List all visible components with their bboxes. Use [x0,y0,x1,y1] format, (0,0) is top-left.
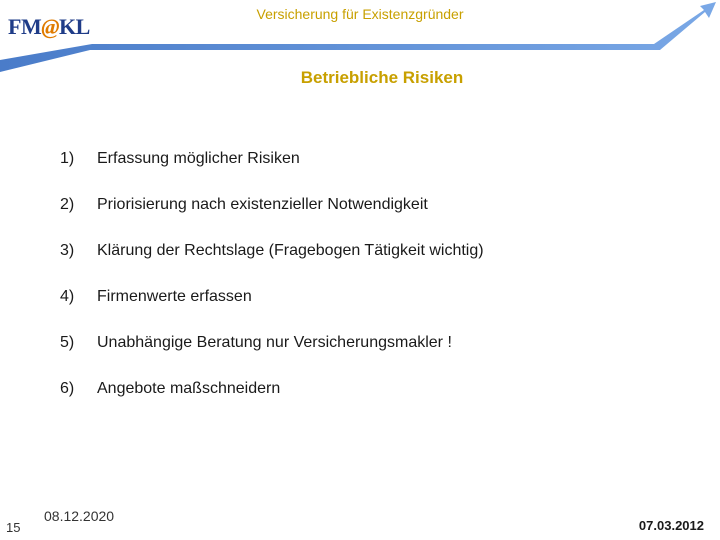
item-number: 4) [60,288,75,305]
item-number: 5) [60,334,75,351]
footer-date-left: 08.12.2020 [44,508,115,524]
item-text: Klärung der Rechtslage (Fragebogen Tätigkeit wichtig) [97,242,484,259]
risk-steps-list [60,150,484,426]
item-text: Angebote maßschneidern [97,380,281,397]
list-item [60,242,484,288]
footer-date-right: 07.03.2012 [638,518,704,533]
item-text: Firmenwerte erfassen [97,288,252,305]
list-item [60,196,484,242]
logo-kl: KL [59,14,90,39]
header-title: Versicherung für Existenzgründer [256,6,464,22]
logo-fm: FM [8,14,42,39]
item-text: Unabhängige Beratung nur Versicherungsmakler ! [97,334,452,351]
list-item [60,380,484,426]
item-number: 2) [60,196,75,213]
item-text: Priorisierung nach existenzieller Notwendigkeit [97,196,428,213]
item-number: 1) [60,150,75,167]
page-number: 15 [6,520,21,535]
list-item [60,288,484,334]
slide-title: Betriebliche Risiken [300,68,464,87]
item-number: 6) [60,380,75,397]
list-item [60,150,484,196]
logo-at: @ [41,14,60,39]
item-text: Erfassung möglicher Risiken [97,150,300,167]
list-item [60,334,484,380]
item-number: 3) [60,242,75,259]
